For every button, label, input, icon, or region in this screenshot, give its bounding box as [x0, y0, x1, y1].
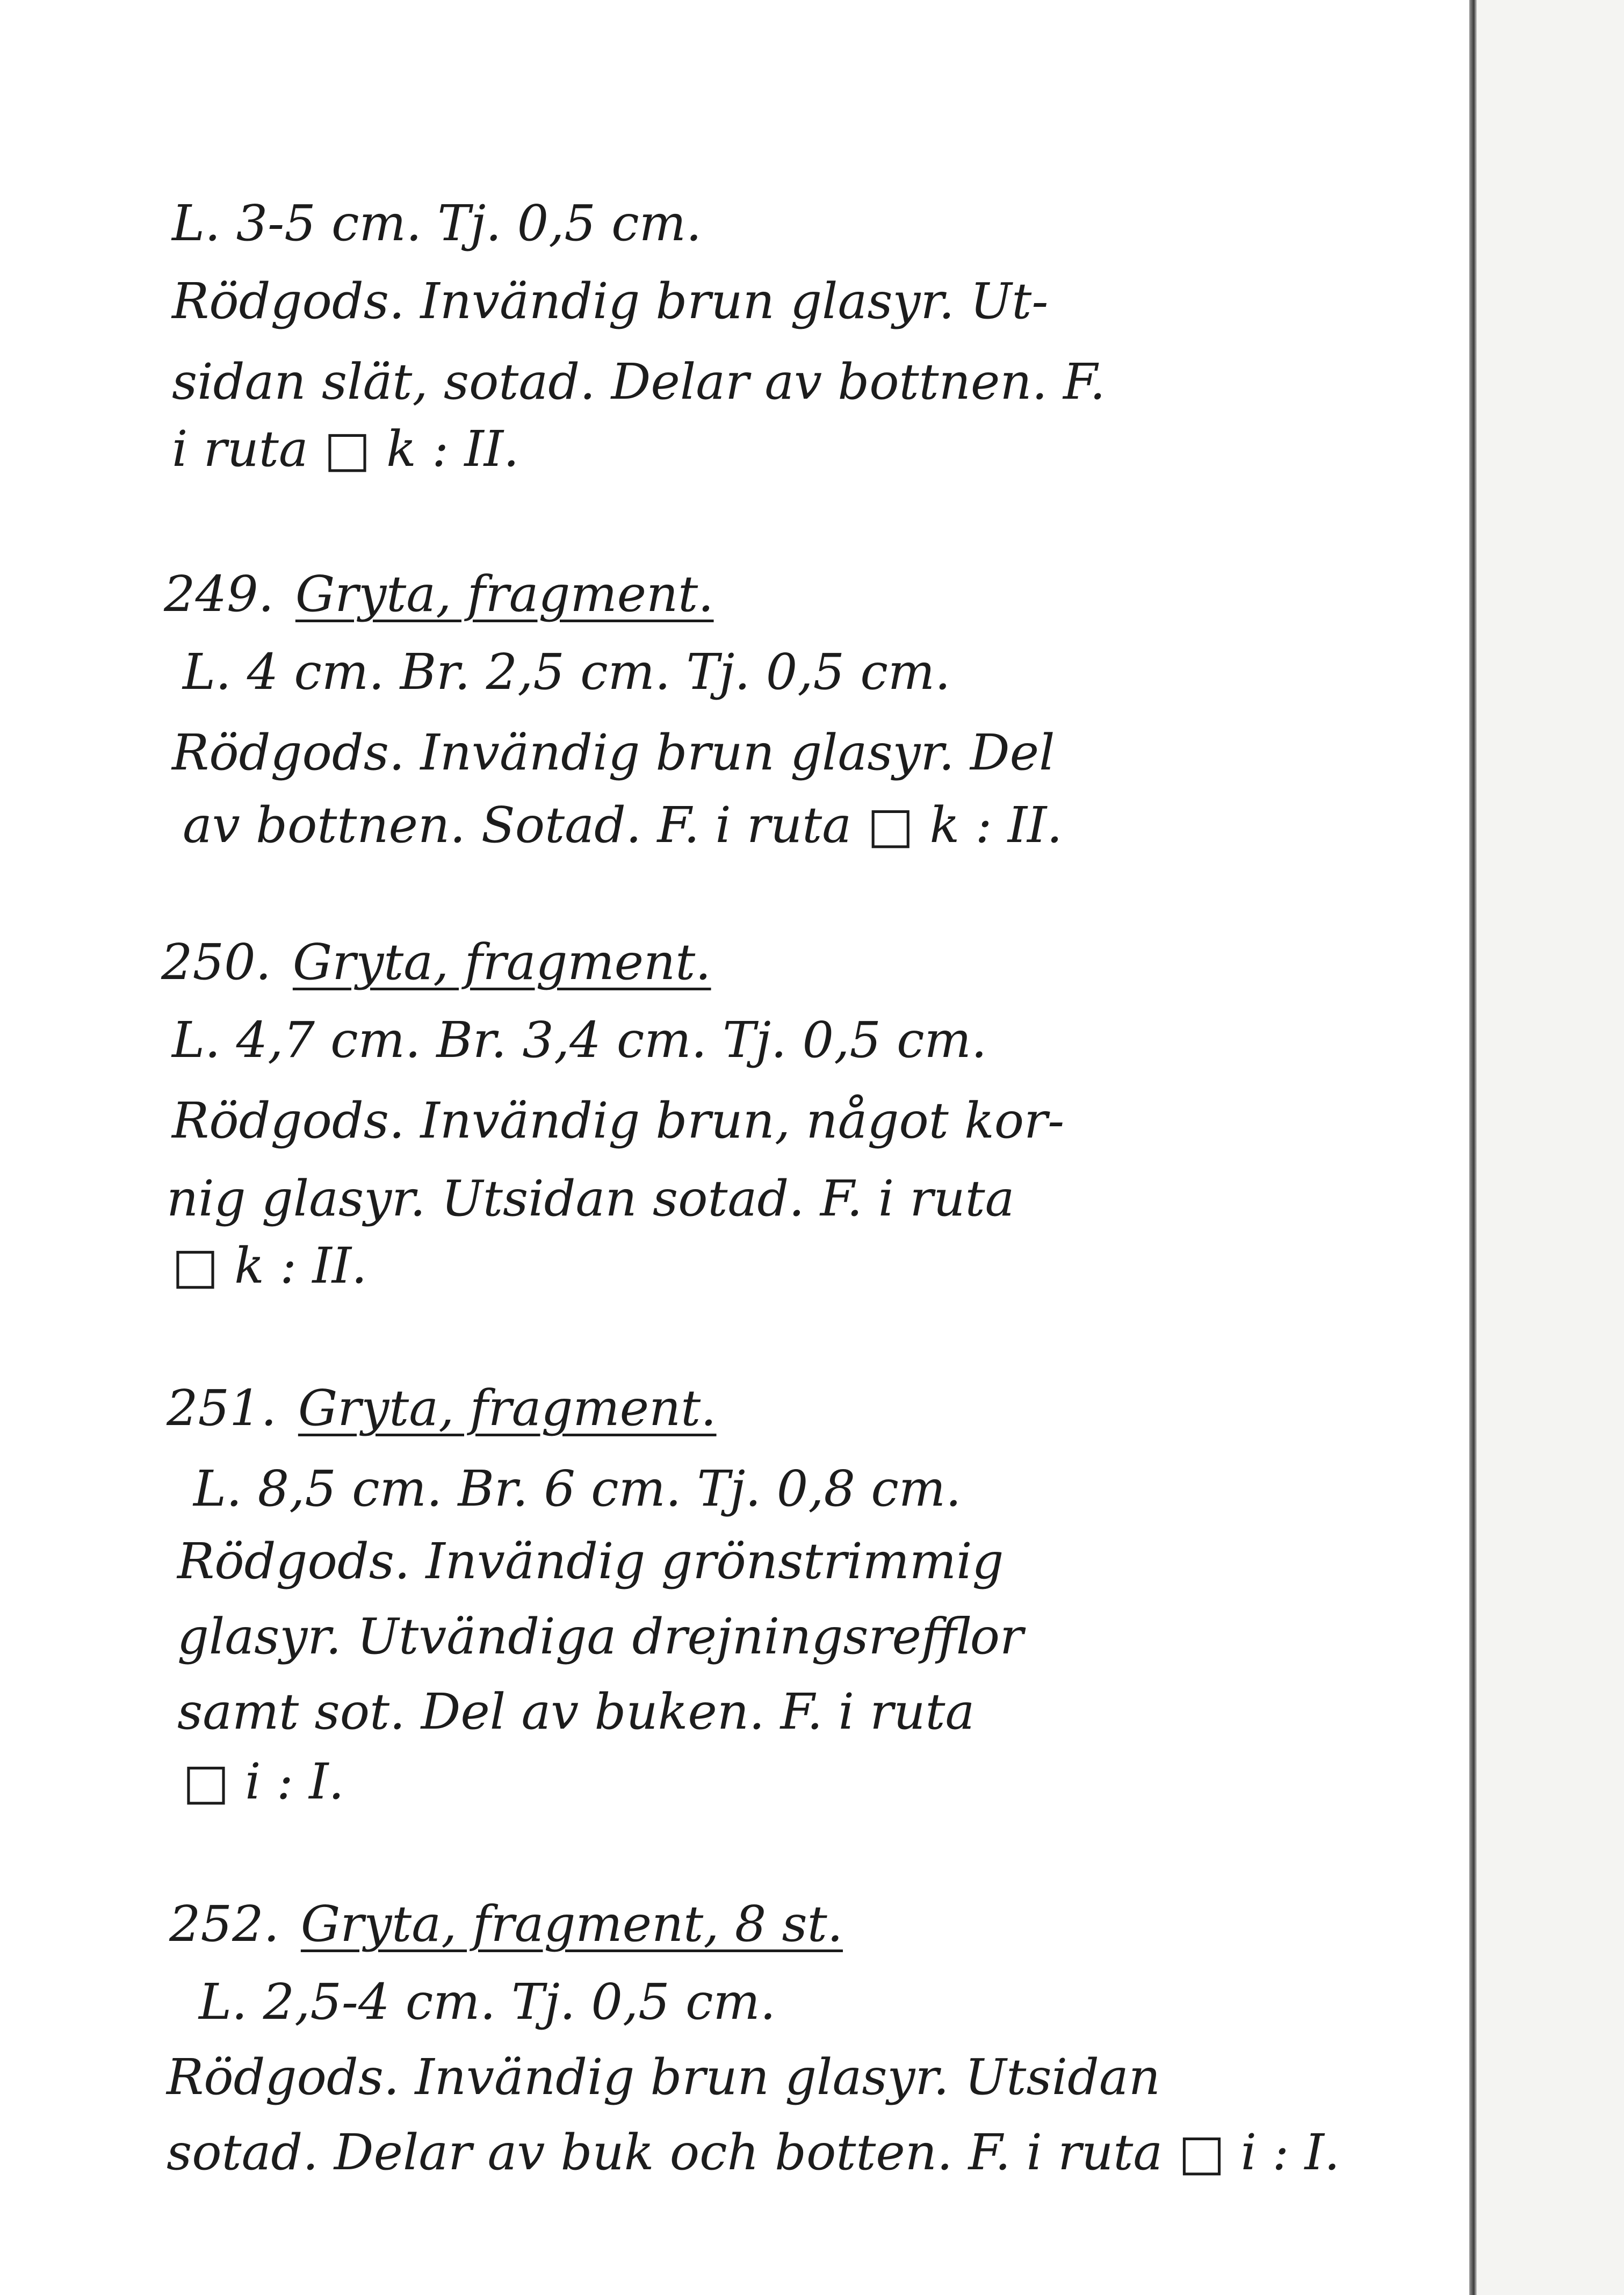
entry-line: □ i : I. — [183, 1753, 344, 1810]
entry-line: L. 8,5 cm. Br. 6 cm. Tj. 0,8 cm. — [193, 1460, 962, 1517]
continuation-line: sidan slät, sotad. Delar av bottnen. F. — [172, 353, 1106, 411]
entry-title: Gryta, fragment. — [295, 565, 714, 623]
entry-line: av bottnen. Sotad. F. i ruta □ k : II. — [183, 796, 1063, 854]
entry-line: L. 2,5-4 cm. Tj. 0,5 cm. — [199, 1973, 776, 2031]
entry-number: 249. — [164, 565, 274, 623]
entry-heading — [169, 1895, 843, 1953]
entry-title: Gryta, fragment, 8 st. — [300, 1895, 843, 1953]
entry-number: 250. — [161, 933, 271, 991]
continuation-line: L. 3-5 cm. Tj. 0,5 cm. — [172, 195, 702, 252]
continuation-line: i ruta □ k : II. — [172, 420, 519, 478]
entry-line: sotad. Delar av buk och botten. F. i ruta □ i : I. — [167, 2124, 1340, 2181]
entry-heading — [164, 565, 714, 623]
entry-number: 252. — [169, 1895, 279, 1953]
entry-line: Rödgods. Invändig grönstrimmig — [177, 1533, 1004, 1590]
continuation-line: Rödgods. Invändig brun glasyr. Ut- — [172, 272, 1049, 330]
entry-number: 251. — [167, 1379, 277, 1437]
entry-line: L. 4,7 cm. Br. 3,4 cm. Tj. 0,5 cm. — [172, 1011, 987, 1069]
page-edge — [1469, 0, 1477, 2295]
entry-line: □ k : II. — [172, 1237, 367, 1294]
entry-title: Gryta, fragment. — [292, 933, 711, 991]
entry-line: L. 4 cm. Br. 2,5 cm. Tj. 0,5 cm. — [183, 643, 951, 701]
entry-heading — [167, 1379, 717, 1437]
entry-line: Rödgods. Invändig brun glasyr. Utsidan — [167, 2048, 1161, 2106]
entry-line: samt sot. Del av buken. F. i ruta — [177, 1683, 975, 1740]
entry-heading — [161, 933, 711, 991]
entry-title: Gryta, fragment. — [298, 1379, 717, 1437]
entry-line: Rödgods. Invändig brun glasyr. Del — [172, 724, 1055, 781]
entry-line: glasyr. Utvändiga drejningsrefflor — [177, 1608, 1023, 1665]
entry-line: nig glasyr. Utsidan sotad. F. i ruta — [167, 1170, 1015, 1227]
entry-line: Rödgods. Invändig brun, något kor- — [172, 1092, 1065, 1149]
